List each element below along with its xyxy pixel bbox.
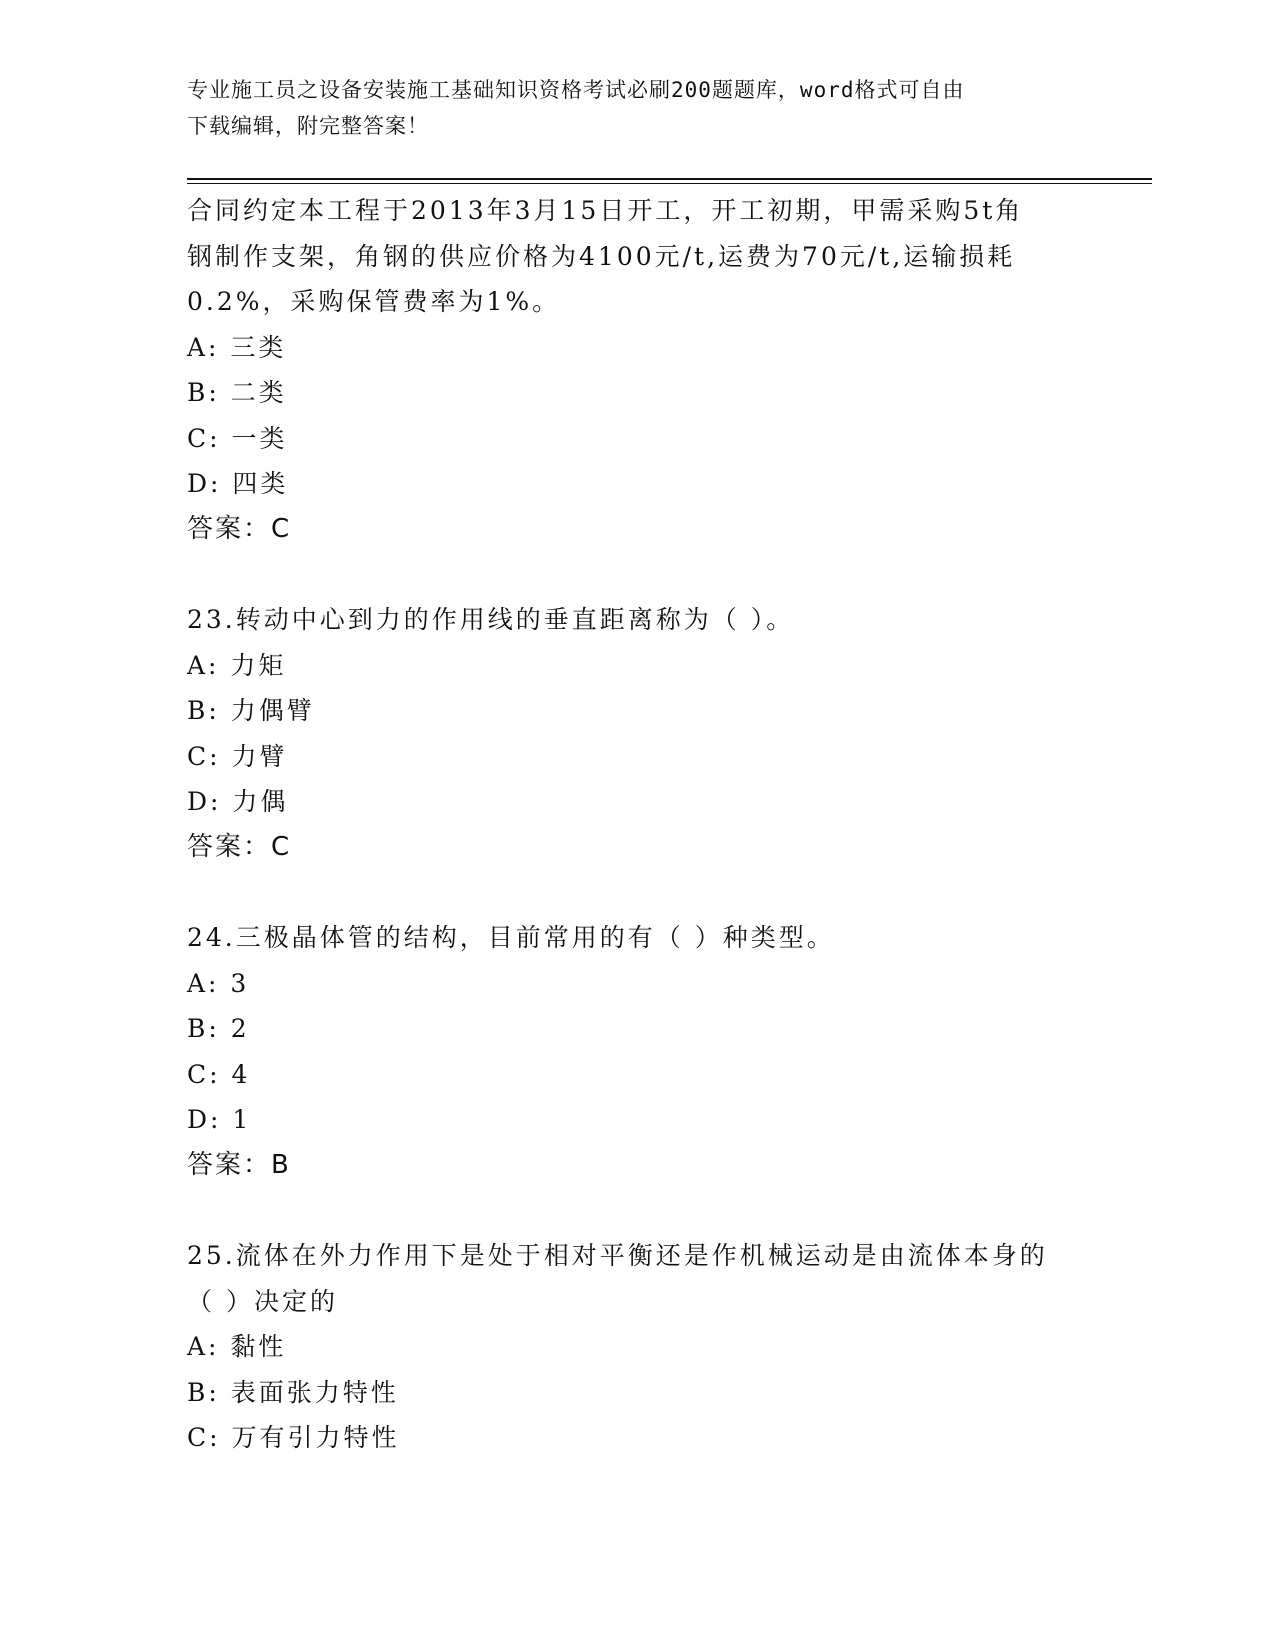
option-b: B: 表面张力特性 xyxy=(187,1377,399,1407)
option-d: D: 四类 xyxy=(187,469,289,498)
question-stem: 钢制作支架，角钢的供应价格为4100元/t,运费为70元/t,运输损耗 xyxy=(187,241,1016,271)
question-24 xyxy=(187,915,1087,1188)
option-c: C: 4 xyxy=(187,1059,251,1089)
question-25 xyxy=(187,1233,1087,1461)
header-line-2: 下载编辑，附完整答案！ xyxy=(187,114,429,138)
spacer xyxy=(187,552,1087,597)
question-list xyxy=(187,188,1087,1461)
header-line-1: 专业施工员之设备安装施工基础知识资格考试必刷200题题库，word格式可自由 xyxy=(187,78,965,102)
question-stem: 25.流体在外力作用下是处于相对平衡还是作机械运动是由流体本身的 xyxy=(187,1241,1048,1270)
spacer xyxy=(187,1188,1087,1233)
question-stem: 24.三极晶体管的结构，目前常用的有（ ）种类型。 xyxy=(187,923,835,952)
option-d: D: 1 xyxy=(187,1105,252,1134)
option-b: B: 二类 xyxy=(187,378,287,407)
option-a: A: 三类 xyxy=(187,332,287,362)
question-stem: 0.2%，采购保管费率为1%。 xyxy=(187,287,561,316)
question-stem: 合同约定本工程于2013年3月15日开工，开工初期，甲需采购5t角 xyxy=(187,196,1024,225)
answer-label: 答案：C xyxy=(187,513,292,544)
header-divider-thin xyxy=(187,183,1152,184)
header-divider-thick xyxy=(187,178,1152,180)
option-a: A: 黏性 xyxy=(187,1332,287,1361)
option-a: A: 力矩 xyxy=(187,650,287,680)
option-d: D: 力偶 xyxy=(187,787,289,816)
option-c: C: 力臂 xyxy=(187,741,288,771)
question-stem: 23.转动中心到力的作用线的垂直距离称为（ ）。 xyxy=(187,605,795,634)
question-stem: （ ）决定的 xyxy=(187,1286,338,1316)
option-b: B: 2 xyxy=(187,1014,250,1043)
question-22 xyxy=(187,188,1087,552)
option-b: B: 力偶臂 xyxy=(187,696,315,725)
answer-label: 答案：B xyxy=(187,1149,291,1180)
option-c: C: 万有引力特性 xyxy=(187,1423,400,1452)
option-c: C: 一类 xyxy=(187,423,288,453)
question-23 xyxy=(187,597,1087,870)
spacer xyxy=(187,870,1087,915)
document-header xyxy=(187,72,1067,144)
answer-label: 答案：C xyxy=(187,831,292,862)
option-a: A: 3 xyxy=(187,968,250,998)
